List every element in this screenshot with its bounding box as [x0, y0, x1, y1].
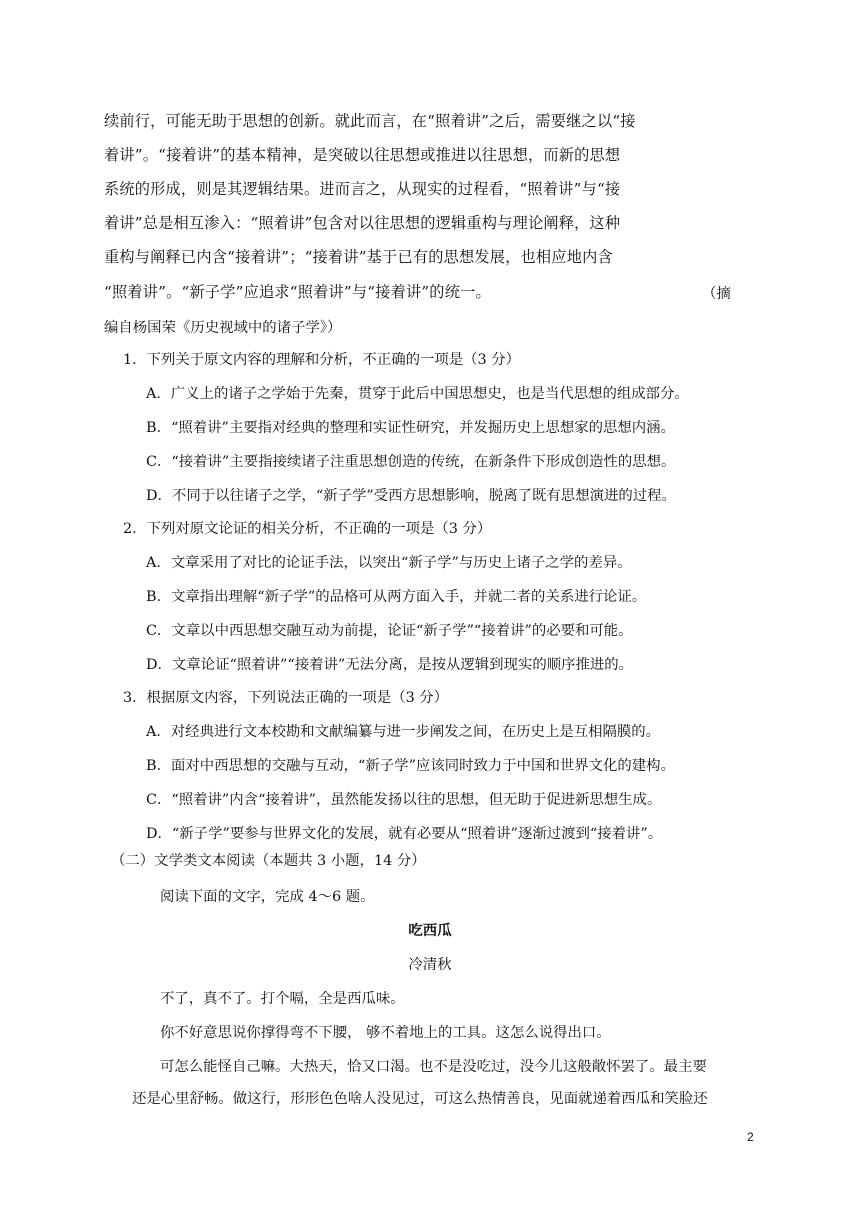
reading-instruction: 阅读下面的文字，完成 4～6 题。: [160, 889, 375, 905]
question-1-option-a: A．广义上的诸子之学始于先秦，贯穿于此后中国思想史，也是当代思想的组成部分。: [146, 386, 689, 402]
question-1-option-d: D．不同于以往诸子之学，“新子学”受西方思想影响，脱离了既有思想演进的过程。: [146, 488, 676, 504]
passage-line-3: 系统的形成，则是其逻辑结果。进而言之，从现实的过程看，“照着讲”与“接: [104, 180, 621, 198]
question-2-option-a: A．文章采用了对比的论证手法，以突出“新子学”与历史上诸子之学的差异。: [146, 555, 632, 571]
story-title: 吃西瓜: [408, 922, 452, 939]
passage-line-2: 着讲”。“接着讲”的基本精神，是突破以往思想或推进以往思想，而新的思想: [104, 146, 621, 164]
question-3-stem: 3．根据原文内容，下列说法正确的一项是（3 分）: [123, 690, 449, 706]
question-2-option-d: D．文章论证“照着讲”“接着讲”无法分离，是按从逻辑到现实的顺序推进的。: [146, 657, 634, 673]
question-3-option-b: B．面对中西思想的交融与互动，“新子学”应该同时致力于中国和世界文化的建构。: [146, 758, 675, 774]
question-3-option-d: D．“新子学”要参与世界文化的发展，就有必要从“照着讲”逐渐过渡到“接着讲”。: [146, 826, 663, 842]
story-paragraph-2: 你不好意思说你撑得弯不下腰， 够不着地上的工具。这怎么说得出口。: [160, 1025, 611, 1041]
question-2-option-c: C．文章以中西思想交融互动为前提，论证“新子学”“接着讲”的必要和可能。: [146, 623, 633, 639]
passage-line-4: 着讲”总是相互渗入：“照着讲”包含对以往思想的逻辑重构与理论阐释，这种: [104, 214, 621, 232]
question-1-option-c: C．“接着讲”主要指接续诸子注重思想创造的传统，在新条件下形成创造性的思想。: [146, 454, 676, 470]
section-heading: （二）文学类文本阅读（本题共 3 小题，14 分）: [111, 853, 426, 869]
source-note-open: （摘: [702, 286, 731, 302]
passage-line-5: 重构与阐释已内含“接着讲”；“接着讲”基于已有的思想发展，也相应地内含: [104, 248, 613, 266]
question-1-option-b: B．“照着讲”主要指对经典的整理和实证性研究，并发掘历史上思想家的思想内涵。: [146, 420, 675, 436]
story-paragraph-3-cont: 还是心里舒畅。做这行，形形色色啥人没见过，可这么热情善良，见面就递着西瓜和笑脸还: [132, 1091, 708, 1107]
source-note: 编自杨国荣《历史视域中的诸子学》）: [104, 320, 342, 336]
story-paragraph-1: 不了，真不了。打个嗝，全是西瓜味。: [160, 991, 405, 1007]
story-paragraph-3: 可怎么能怪自己嘛。大热天，恰又口渴。也不是没吃过，没今儿这般敞怀罢了。最主要: [160, 1059, 707, 1075]
question-3-option-c: C．“照着讲”内含“接着讲”，虽然能发扬以往的思想，但无助于促进新思想生成。: [146, 792, 662, 808]
page-number: 2: [747, 1130, 754, 1144]
question-2-stem: 2．下列对原文论证的相关分析，不正确的一项是（3 分）: [123, 521, 492, 537]
question-2-option-b: B．文章指出理解“新子学”的品格可从两方面入手，并就二者的关系进行论证。: [146, 589, 647, 605]
question-1-stem: 1．下列关于原文内容的理解和分析，不正确的一项是（3 分）: [123, 352, 521, 368]
story-author: 冷清秋: [408, 957, 452, 973]
passage-line-1: 续前行，可能无助于思想的创新。就此而言，在“照着讲”之后，需要继之以“接: [104, 112, 636, 130]
passage-line-6: “照着讲”。“新子学”应追求“照着讲”与“接着讲”的统一。: [104, 283, 491, 301]
question-3-option-a: A．对经典进行文本校勘和文献编纂与进一步阐发之间，在历史上是互相隔膜的。: [146, 724, 661, 740]
